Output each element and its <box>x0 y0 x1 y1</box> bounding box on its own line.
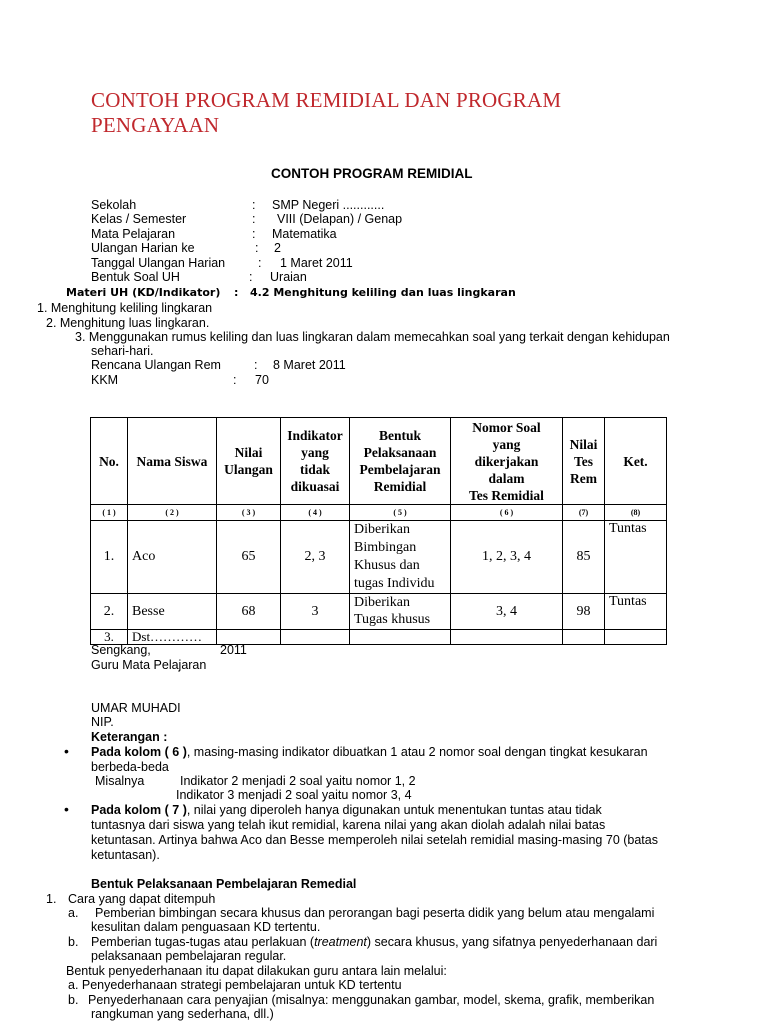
list-item: Penyederhanaan cara penyajian (misalnya: menggunakan gambar, model, skema, grafik, memberikan <box>88 993 655 1007</box>
info-label-kelas: Kelas / Semester <box>91 212 187 226</box>
column-number: ( 4 ) <box>281 505 350 521</box>
info-sep-mapel: : <box>252 227 256 241</box>
col-header-nomor-soal: Nomor Soal yang dikerjakan dalam Tes Remidial <box>451 418 563 505</box>
section-subtitle: CONTOH PROGRAM REMIDIAL <box>271 166 473 181</box>
list-item: Pemberian bimbingan secara khusus dan perorangan bagi peserta didik yang belum atau mengalami <box>95 906 655 920</box>
cell-nama: Aco <box>128 521 217 594</box>
cell-nomor <box>451 630 563 645</box>
info-value-rencana: 8 Maret 2011 <box>273 358 346 372</box>
info-label-tanggal: Tanggal Ulangan Harian <box>91 256 226 270</box>
signature-role: Guru Mata Pelajaran <box>91 658 207 672</box>
info-sep-bentuk: : <box>249 270 253 284</box>
col-header-ket: Ket. <box>605 418 667 505</box>
cell-nama: Dst………… <box>128 630 217 645</box>
col-header-nilai: Nilai Ulangan <box>217 418 281 505</box>
table-row <box>91 521 667 594</box>
cell-indikator <box>281 630 350 645</box>
note-kolom-7-cont: ketuntasan). <box>91 848 160 862</box>
info-label-materi: Materi UH (KD/Indikator) <box>66 286 221 299</box>
cell-bentuk: Diberikan Bimbingan Khusus dan tugas Individu <box>350 521 451 594</box>
info-value-kelas: VIII (Delapan) / Genap <box>277 212 403 226</box>
column-number: ( 5 ) <box>350 505 451 521</box>
note-kolom-7-cont: ketuntasan. Artinya bahwa Aco dan Besse memperoleh nilai setelah remidial masing-masing 70 (batas <box>91 833 658 847</box>
section-heading: Bentuk Pelaksanaan Pembelajaran Remedial <box>91 877 357 891</box>
info-label-kkm: KKM <box>91 373 119 387</box>
info-sep-sekolah: : <box>252 198 256 212</box>
info-label-bentuk: Bentuk Soal UH <box>91 270 180 284</box>
document-title: CONTOH PROGRAM REMIDIAL DAN PROGRAM PENGAYAAN <box>91 88 562 137</box>
info-sep-kkm: : <box>233 373 237 387</box>
column-number-row <box>91 505 667 521</box>
col-header-nama: Nama Siswa <box>128 418 217 505</box>
column-number: (8) <box>605 505 667 521</box>
list-item: Pemberian tugas-tugas atau perlakuan (treatment) secara khusus, yang sifatnya penyederhanaan dari <box>91 935 658 949</box>
cell-nomor: 1, 2, 3, 4 <box>451 521 563 594</box>
info-sep-tanggal: : <box>258 256 262 270</box>
list-number: 1. <box>46 892 57 906</box>
info-value-ulangan: 2 <box>274 241 281 255</box>
info-value-bentuk: Uraian <box>270 270 307 284</box>
list-item-cont: rangkuman yang sederhana, dll.) <box>91 1007 274 1021</box>
column-number: ( 3 ) <box>217 505 281 521</box>
signature-nip: NIP. <box>91 715 114 729</box>
bullet-icon: • <box>64 743 69 759</box>
paragraph: Bentuk penyederhanaan itu dapat dilakukan guru antara lain melalui: <box>66 964 447 978</box>
info-sep-kelas: : <box>252 212 256 226</box>
cell-nilai: 68 <box>217 594 281 630</box>
list-letter: b. <box>68 935 79 949</box>
list-item-cont: pelaksanaan pembelajaran regular. <box>91 949 287 963</box>
cell-indikator: 2, 3 <box>281 521 350 594</box>
cell-ket: Tuntas <box>605 594 667 630</box>
note-kolom-7: Pada kolom ( 7 ), nilai yang diperoleh hanya digunakan untuk menentukan tuntas atau tidak <box>91 803 602 817</box>
info-value-tanggal: 1 Maret 2011 <box>280 256 353 270</box>
signature-year: 2011 <box>220 643 247 657</box>
table-row <box>91 594 667 630</box>
info-label-mapel: Mata Pelajaran <box>91 227 176 241</box>
list-letter: a. <box>68 906 79 920</box>
info-sep-materi: : <box>234 286 239 299</box>
col-header-no: No. <box>91 418 128 505</box>
note-example: Indikator 2 menjadi 2 soal yaitu nomor 1, 2 <box>180 774 416 788</box>
list-letter: b. <box>68 993 79 1007</box>
column-number: (7) <box>563 505 605 521</box>
cell-nilai-rem: 85 <box>563 521 605 594</box>
cell-no: 1. <box>91 521 128 594</box>
cell-nama: Besse <box>128 594 217 630</box>
cell-nilai-rem: 98 <box>563 594 605 630</box>
cell-indikator: 3 <box>281 594 350 630</box>
col-header-bentuk: Bentuk Pelaksanaan Pembelajaran Remidial <box>350 418 451 505</box>
cell-nomor: 3, 4 <box>451 594 563 630</box>
cell-nilai: 65 <box>217 521 281 594</box>
col-header-indikator: Indikator yang tidak dikuasai <box>281 418 350 505</box>
column-number: ( 6 ) <box>451 505 563 521</box>
info-value-kkm: 70 <box>255 373 269 387</box>
cell-ket <box>605 630 667 645</box>
cell-bentuk <box>350 630 451 645</box>
cell-no: 3. <box>91 630 128 645</box>
note-kolom-6: Pada kolom ( 6 ), masing-masing indikator dibuatkan 1 atau 2 nomor soal dengan tingkat kesukaran <box>91 745 648 759</box>
notes-heading: Keterangan : <box>91 730 168 744</box>
note-kolom-6-cont: berbeda-beda <box>91 760 169 774</box>
note-kolom-7-cont: tuntasnya dari siswa yang telah ikut remidial, karena nilai yang akan diolah adalah nilai batas <box>91 818 606 832</box>
indicator-continuation: sehari-hari. <box>91 344 154 358</box>
table-header-row <box>91 418 667 505</box>
signature-place: Sengkang, <box>91 643 151 657</box>
info-value-sekolah: SMP Negeri ............ <box>272 198 385 212</box>
column-number: ( 1 ) <box>91 505 128 521</box>
list-item: Cara yang dapat ditempuh <box>68 892 216 906</box>
col-header-nilai-rem: Nilai Tes Rem <box>563 418 605 505</box>
note-misalnya-label: Misalnya <box>95 774 145 788</box>
list-item-cont: kesulitan dalam penguasaan KD tertentu. <box>91 920 321 934</box>
cell-bentuk: Diberikan Tugas khusus <box>350 594 451 630</box>
remedial-table <box>90 417 667 645</box>
indicator-item: 1. Menghitung keliling lingkaran <box>37 301 213 315</box>
info-value-materi: 4.2 Menghitung keliling dan luas lingkaran <box>250 286 516 299</box>
info-label-sekolah: Sekolah <box>91 198 137 212</box>
cell-no: 2. <box>91 594 128 630</box>
indicator-item: 3. Menggunakan rumus keliling dan luas lingkaran dalam memecahkan soal yang terkait dengan kehidupan <box>75 330 670 344</box>
info-label-ulangan: Ulangan Harian ke <box>91 241 195 255</box>
table-row <box>91 630 667 645</box>
info-sep-ulangan: : <box>255 241 259 255</box>
info-sep-rencana: : <box>254 358 258 372</box>
column-number: ( 2 ) <box>128 505 217 521</box>
info-value-mapel: Matematika <box>272 227 337 241</box>
indicator-item: 2. Menghitung luas lingkaran. <box>46 316 210 330</box>
bullet-icon: • <box>64 801 69 817</box>
note-example: Indikator 3 menjadi 2 soal yaitu nomor 3, 4 <box>176 788 412 802</box>
list-item: a. Penyederhanaan strategi pembelajaran untuk KD tertentu <box>68 978 402 992</box>
cell-nilai-rem <box>563 630 605 645</box>
info-label-rencana: Rencana Ulangan Rem <box>91 358 221 372</box>
signature-name: UMAR MUHADI <box>91 701 181 715</box>
cell-ket: Tuntas <box>605 521 667 594</box>
